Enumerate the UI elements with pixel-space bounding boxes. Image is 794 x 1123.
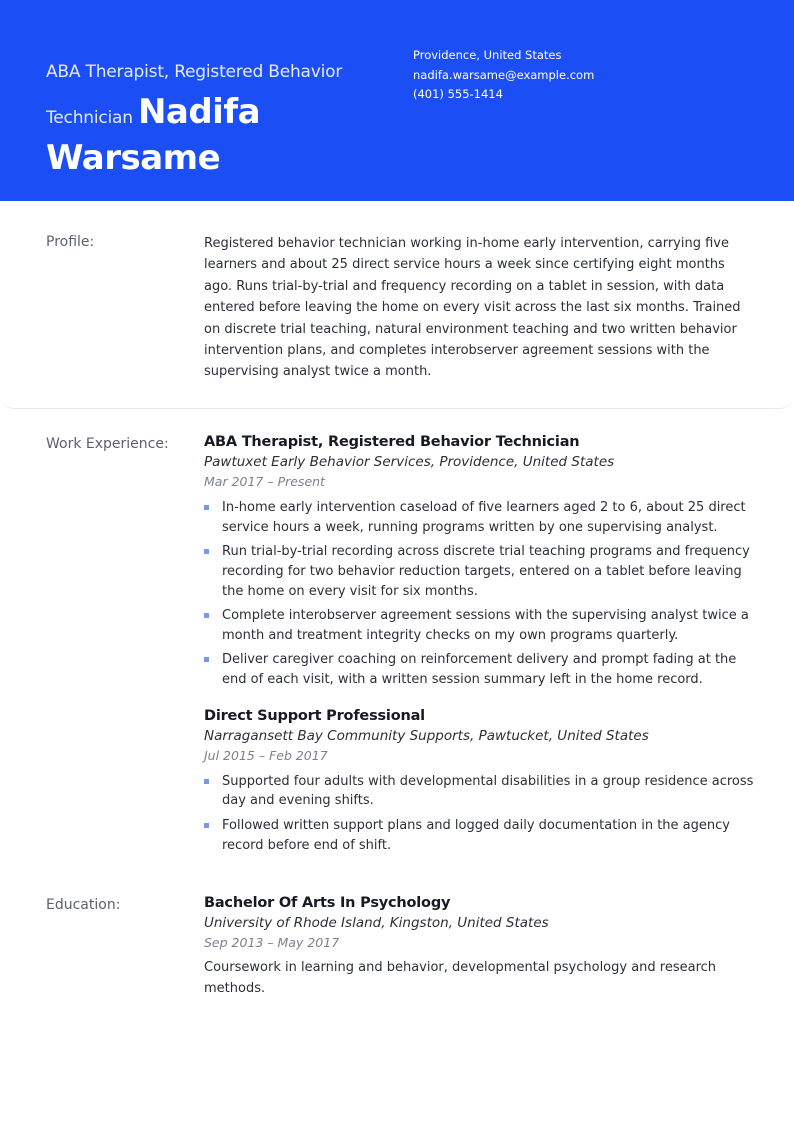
bullet-square-icon xyxy=(204,549,209,554)
work-experience-content xyxy=(204,434,754,860)
job-bullets xyxy=(204,772,754,856)
job-title: ABA Therapist, Registered Behavior Technician xyxy=(204,434,580,450)
profile-section xyxy=(0,201,794,409)
school-name: University of Rhode Island, Kingston, United States xyxy=(204,915,549,931)
job-organization: Narragansett Bay Community Supports, Pawtucket, United States xyxy=(204,727,649,744)
bullet-square-icon xyxy=(204,823,209,828)
education-dates: Sep 2013 – May 2017 xyxy=(204,935,340,950)
job-organization: Pawtuxet Early Behavior Services, Providence, United States xyxy=(204,454,615,470)
bullet-square-icon xyxy=(204,505,209,510)
resume-header xyxy=(0,0,794,201)
job-title: Direct Support Professional xyxy=(204,707,425,724)
bullet-text: In-home early intervention caseload of five learners aged 2 to 6, about 25 direct service hours a week, running programs written by one supervising analyst. xyxy=(222,500,746,535)
bullet-square-icon xyxy=(204,779,209,784)
job-entry xyxy=(204,434,754,690)
job-title: ABA Therapist, Registered Behavior Technician xyxy=(46,62,343,128)
work-experience-label: Work Experience: xyxy=(46,436,169,452)
profile-label: Profile: xyxy=(46,234,95,250)
bullet-text: Deliver caregiver coaching on reinforcement delivery and prompt fading at the end of each visit, with a written session summary left in the home record. xyxy=(222,652,737,687)
bullet-text: Complete interobserver agreement sessions with the supervising analyst twice a month and treatment integrity checks on my own programs quarterly. xyxy=(222,607,749,643)
job-dates: Jul 2015 – Feb 2017 xyxy=(204,747,328,763)
bullet-item xyxy=(204,650,754,690)
bullet-text: Run trial-by-trial recording across discrete trial teaching programs and frequency recording for two behavior reduction targets, entered on a tablet before leaving the home on every visit for six months. xyxy=(222,544,750,599)
contact-email[interactable]: nadifa.warsame@example.com xyxy=(413,67,595,82)
contact-phone[interactable]: (401) 555-1414 xyxy=(413,87,503,101)
bullet-item xyxy=(204,816,754,856)
bullet-item xyxy=(204,498,754,538)
bullet-square-icon xyxy=(204,613,209,618)
candidate-name: Nadifa Warsame xyxy=(46,92,261,178)
degree-title: Bachelor Of Arts In Psychology xyxy=(204,895,451,911)
title-block xyxy=(46,52,376,184)
job-dates: Mar 2017 – Present xyxy=(204,474,325,489)
contact-info xyxy=(413,46,594,105)
bullet-text: Followed written support plans and logged daily documentation in the agency record before end of shift. xyxy=(222,817,730,853)
profile-text: Registered behavior technician working in-home early intervention, carrying five learners and about 25 direct service hours a week since certifying eight months ago. Runs trial-by-trial and frequency recording on a tablet in session, with data entered before leaving the home on every visit across the last six months. Trained on discrete trial teaching, natural environment teaching and two written behavior intervention plans, and completes interobserver agreement sessions with the supervising analyst twice a month. xyxy=(204,236,741,380)
contact-location: Providence, United States xyxy=(413,48,562,62)
bullet-item xyxy=(204,606,754,646)
bullet-item xyxy=(204,772,754,812)
education-content xyxy=(204,895,754,999)
job-bullets xyxy=(204,498,754,690)
job-entry xyxy=(204,708,754,856)
bullet-item xyxy=(204,542,754,601)
education-label: Education: xyxy=(46,897,121,913)
bullet-square-icon xyxy=(204,657,209,662)
bullet-text: Supported four adults with developmental disabilities in a group residence across day and evening shifts. xyxy=(222,773,754,809)
education-description: Coursework in learning and behavior, developmental psychology and research methods. xyxy=(204,960,717,996)
